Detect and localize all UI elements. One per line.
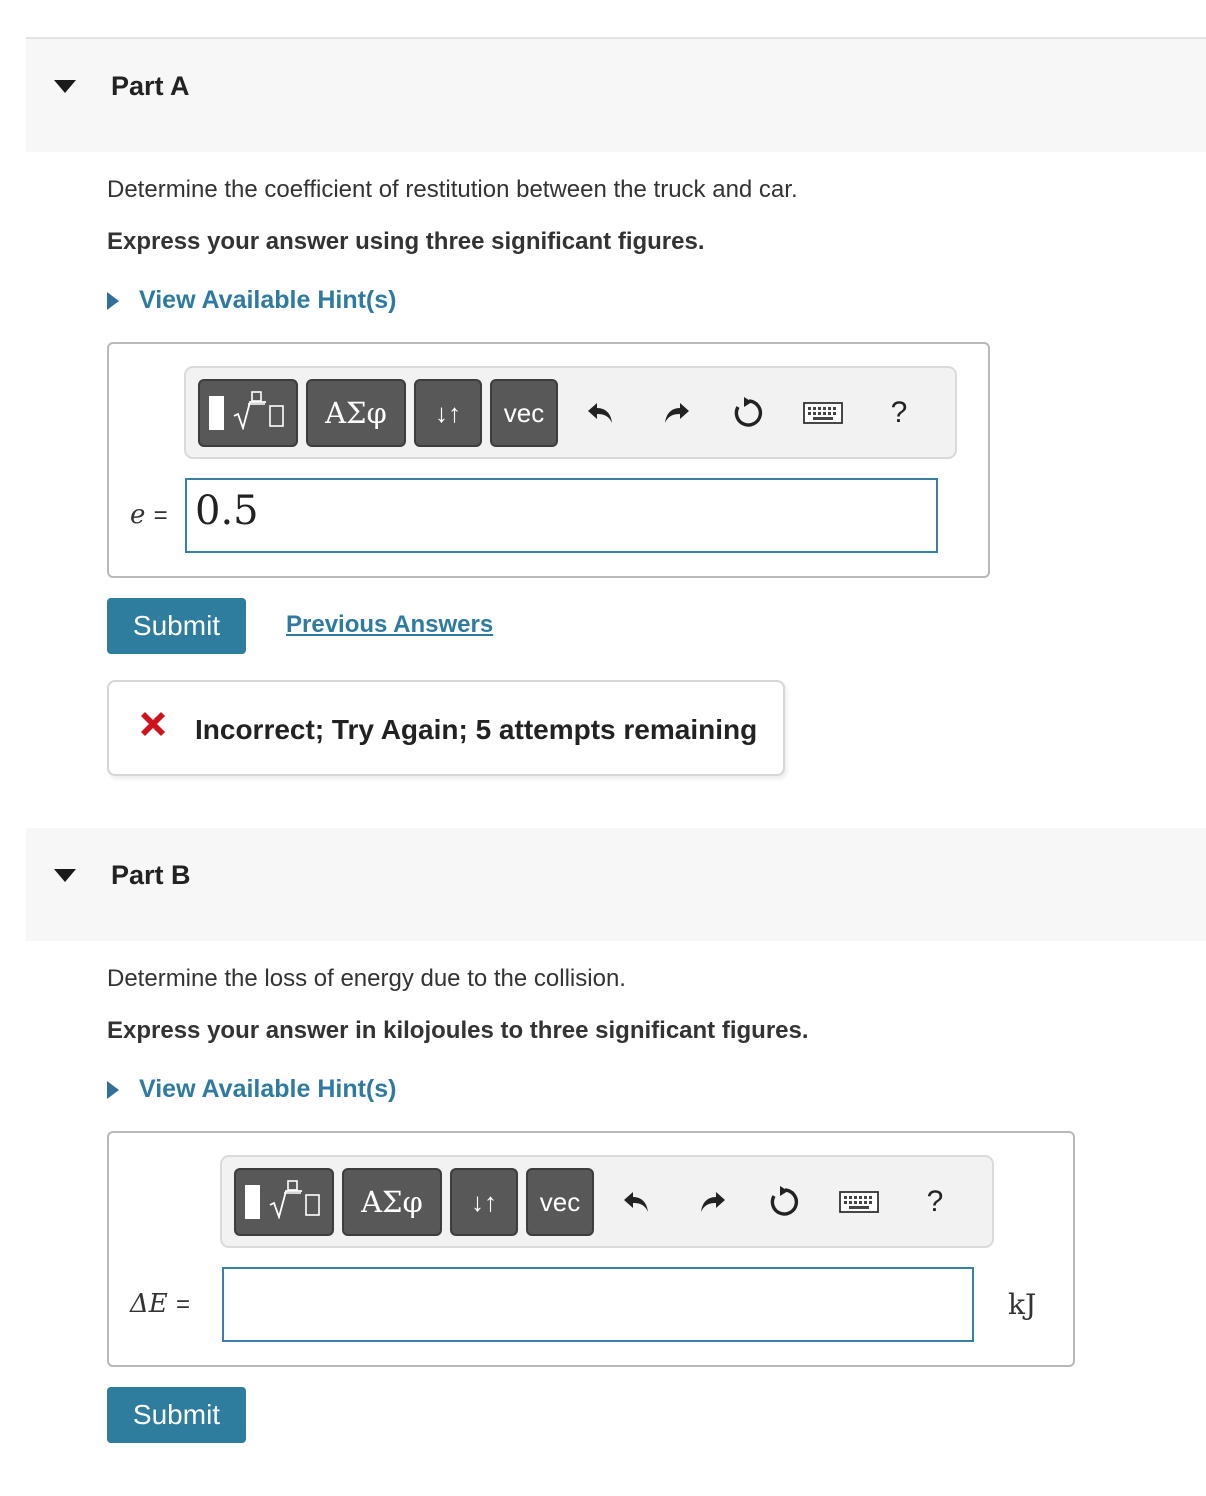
subscript-superscript-button[interactable]: ↓↑ xyxy=(450,1168,518,1236)
part-b-prompt: Determine the loss of energy due to the collision. xyxy=(107,965,626,992)
keyboard-icon[interactable] xyxy=(836,1179,882,1225)
part-a-hint-toggle[interactable] xyxy=(107,286,396,315)
collapse-caret-icon[interactable] xyxy=(54,869,76,882)
math-toolbar xyxy=(220,1155,994,1248)
part-b-answer-box xyxy=(107,1131,1075,1367)
greek-symbols-button[interactable]: ΑΣφ xyxy=(342,1168,442,1236)
variable-label xyxy=(130,1289,190,1319)
part-b-title: Part B xyxy=(111,860,191,890)
incorrect-x-icon xyxy=(137,708,169,745)
keyboard-icon[interactable] xyxy=(800,390,846,436)
templates-button[interactable] xyxy=(198,379,298,447)
subscript-superscript-button[interactable]: ↓↑ xyxy=(414,379,482,447)
help-button[interactable]: ? xyxy=(890,396,908,429)
part-b-instruction: Express your answer in kilojoules to three significant figures. xyxy=(107,1017,809,1044)
variable-symbol: ΔE xyxy=(130,1289,168,1319)
templates-icon xyxy=(209,396,224,430)
fraction-root-icon xyxy=(230,390,288,430)
fraction-root-icon xyxy=(266,1179,324,1219)
greek-symbols-button[interactable]: ΑΣφ xyxy=(306,379,406,447)
part-a-submit-button[interactable]: Submit xyxy=(107,598,246,654)
hint-label: View Available Hint(s) xyxy=(139,286,397,314)
variable-symbol: e xyxy=(130,500,146,530)
part-a-header[interactable] xyxy=(26,39,1206,152)
part-a-instruction: Express your answer using three significant figures. xyxy=(107,228,705,255)
answer-input[interactable] xyxy=(185,478,938,553)
feedback-message: Incorrect; Try Again; 5 attempts remaining xyxy=(195,714,758,745)
variable-label xyxy=(130,500,168,530)
redo-icon[interactable] xyxy=(654,390,700,436)
templates-button[interactable] xyxy=(234,1168,334,1236)
feedback-box xyxy=(107,680,785,776)
undo-icon[interactable] xyxy=(577,390,623,436)
part-a-title: Part A xyxy=(111,71,190,101)
vector-button[interactable]: vec xyxy=(526,1168,594,1236)
expand-triangle-icon xyxy=(107,292,119,310)
collapse-caret-icon[interactable] xyxy=(54,80,76,93)
undo-icon[interactable] xyxy=(613,1179,659,1225)
templates-icon xyxy=(245,1185,260,1219)
redo-icon[interactable] xyxy=(690,1179,736,1225)
reset-icon[interactable] xyxy=(726,390,772,436)
part-a-answer-box xyxy=(107,342,990,578)
units-label: kJ xyxy=(1008,1288,1037,1321)
help-button[interactable]: ? xyxy=(926,1185,944,1218)
answer-value: 0.5 xyxy=(195,488,259,534)
part-a-prompt: Determine the coefficient of restitution between the truck and car. xyxy=(107,176,798,203)
part-b-header[interactable] xyxy=(26,828,1206,941)
equals-sign: = xyxy=(153,502,168,529)
part-b-submit-button[interactable]: Submit xyxy=(107,1387,246,1443)
previous-answers-link[interactable]: Previous Answers xyxy=(286,611,494,638)
reset-icon[interactable] xyxy=(762,1179,808,1225)
hint-label: View Available Hint(s) xyxy=(139,1075,397,1103)
equals-sign: = xyxy=(176,1291,191,1318)
part-b-hint-toggle[interactable] xyxy=(107,1075,396,1104)
vector-button[interactable]: vec xyxy=(490,379,558,447)
expand-triangle-icon xyxy=(107,1081,119,1099)
answer-input[interactable] xyxy=(222,1267,974,1342)
math-toolbar xyxy=(184,366,957,459)
